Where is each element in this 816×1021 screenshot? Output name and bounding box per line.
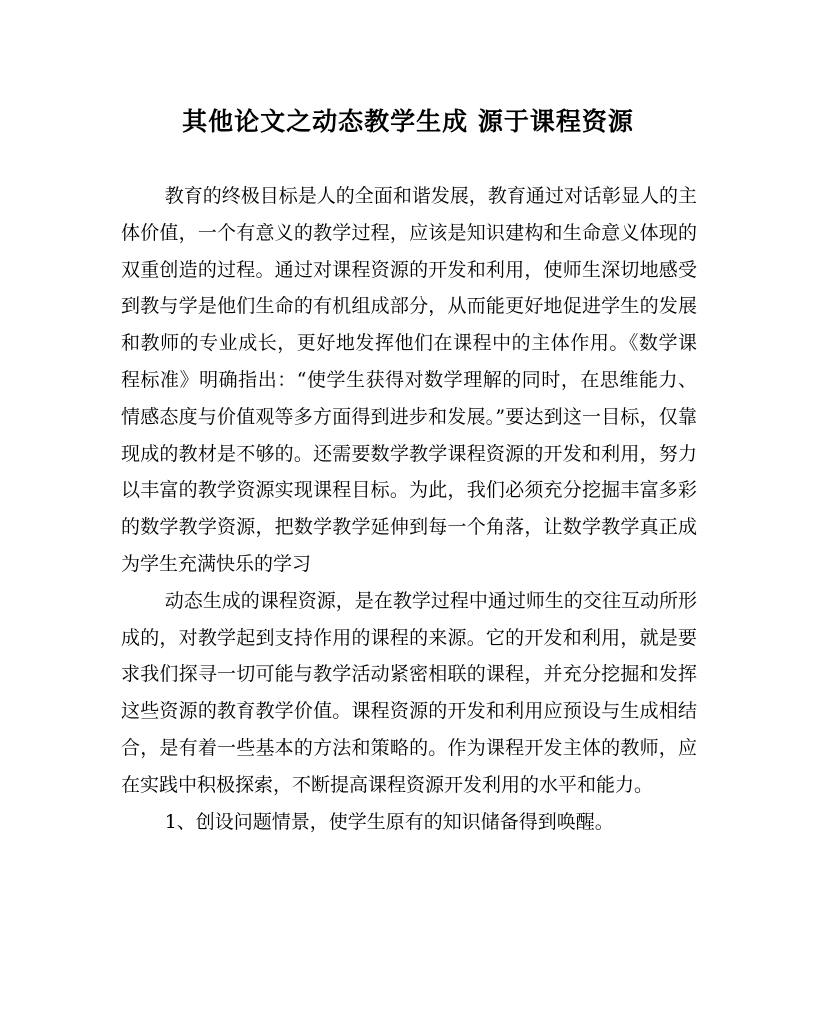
document-title: 其他论文之动态教学生成 源于课程资源 [182, 107, 634, 136]
paragraph-1: 教育的终极目标是人的全面和谐发展，教育通过对话彰显人的主体价值，一个有意义的教学过程，应该是知识建构和生命意义体现的双重创造的过程。通过对课程资源的开发和利用，使师生深切地感受到教与学是他们生命的有机组成部分，从而能更好地促进学生的发展和教师的专业成长，更好地发挥他们在课程中的主体作用。《数学课程标准》明确指出：“使学生获得对数学理解的同时，在思维能力、情感态度与价值观等多方面得到进步和发展。”要达到这一目标，仅靠现成的教材是不够的。还需要数学教学课程资源的开发和利用，努力以丰富的教学资源实现课程目标。为此，我们必须充分挖掘丰富多彩的数学教学资源，把数学教学延伸到每一个角落，让数学教学真正成为学生充满快乐的学习 [121, 185, 697, 575]
document-body [121, 178, 697, 840]
paragraph-3: 1、创设问题情景，使学生原有的知识储备得到唤醒。 [164, 810, 614, 833]
paragraph-2: 动态生成的课程资源，是在教学过程中通过师生的交往互动所形成的，对教学起到支持作用的课程的来源。它的开发和利用，就是要求我们探寻一切可能与教学活动紧密相联的课程，并充分挖掘和发挥这些资源的教育教学价值。课程资源的开发和利用应预设与生成相结合，是有着一些基本的方法和策略的。作为课程开发主体的教师，应在实践中积极探索，不断提高课程资源开发利用的水平和能力。 [121, 589, 697, 796]
